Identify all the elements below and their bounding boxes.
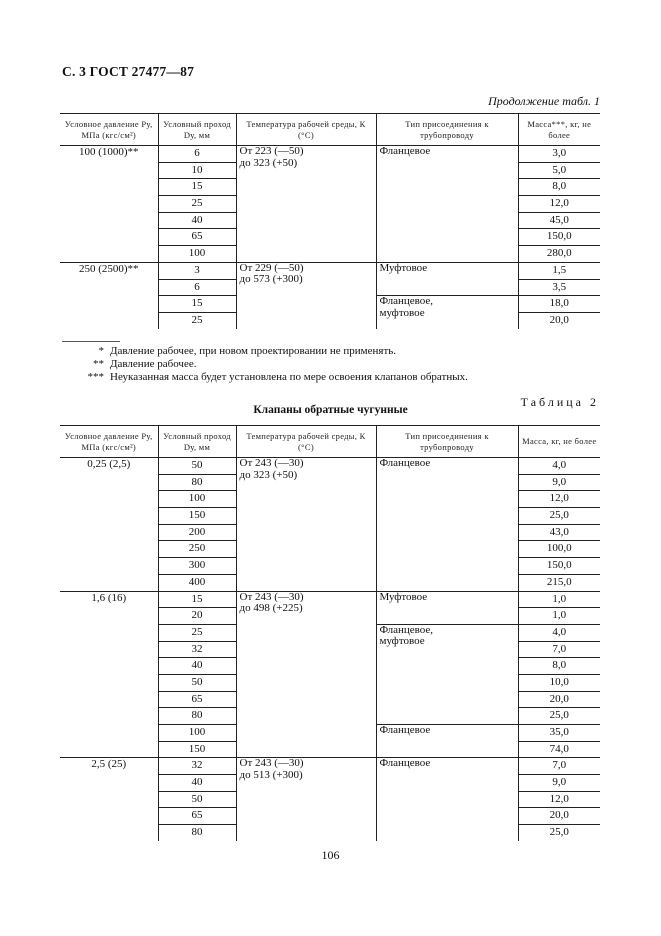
page-header: С. 3 ГОСТ 27477—87 [62, 64, 195, 79]
nominal-size-cell: 250 [158, 541, 236, 558]
mass-cell: 1,0 [518, 591, 600, 608]
col-header: Масса***, кг, не более [518, 114, 600, 146]
temperature-cell [236, 758, 376, 841]
table-2-number: Таблица 2 [520, 395, 599, 409]
mass-cell: 35,0 [518, 725, 600, 742]
temperature-line: до 323 (+50) [239, 156, 298, 169]
temperature-line: до 498 (+225) [239, 602, 303, 614]
nominal-size-cell: 40 [158, 658, 236, 675]
nominal-size-cell: 80 [158, 474, 236, 491]
nominal-size-cell: 15 [158, 591, 236, 608]
nominal-size-cell: 40 [158, 212, 236, 229]
connection-type-cell [376, 758, 518, 841]
mass-cell: 8,0 [518, 658, 600, 675]
nominal-size-cell: 32 [158, 758, 236, 775]
mass-cell: 18,0 [518, 296, 600, 313]
mass-cell: 45,0 [518, 212, 600, 229]
nominal-size-cell: 200 [158, 524, 236, 541]
table-1 [60, 113, 600, 329]
nominal-size-cell: 15 [158, 296, 236, 313]
mass-cell: 280,0 [518, 246, 600, 263]
mass-cell: 20,0 [518, 312, 600, 329]
nominal-size-cell: 3 [158, 262, 236, 279]
footnote-divider [62, 341, 120, 342]
nominal-size-cell: 50 [158, 791, 236, 808]
temperature-line: От 243 (—30) [239, 757, 304, 770]
col-header: Условный проход Dу, мм [158, 426, 236, 458]
connection-type-line: Фланцевое [379, 145, 431, 157]
connection-type-cell [376, 146, 518, 263]
col-header: Условное давление Pу, МПа (кгс/см²) [60, 114, 158, 146]
nominal-size-cell: 100 [158, 725, 236, 742]
mass-cell: 12,0 [518, 491, 600, 508]
mass-cell: 43,0 [518, 524, 600, 541]
table-2 [60, 425, 600, 841]
footnote [62, 371, 622, 383]
nominal-size-cell: 400 [158, 574, 236, 591]
mass-cell: 7,0 [518, 758, 600, 775]
connection-type-cell [376, 458, 518, 592]
nominal-size-cell: 100 [158, 246, 236, 263]
mass-cell: 12,0 [518, 196, 600, 213]
footnote-mark: * [98, 345, 104, 357]
nominal-size-cell: 50 [158, 458, 236, 475]
nominal-size-cell: 65 [158, 808, 236, 825]
continuation-label: Продолжение табл. 1 [488, 94, 600, 108]
temperature-line: до 513 (+300) [239, 768, 303, 781]
connection-type-line: Фланцевое, [379, 623, 434, 636]
mass-cell: 3,5 [518, 279, 600, 296]
col-header: Условное давление Pу, МПа (кгс/см²) [60, 426, 158, 458]
pressure-cell: 0,25 (2,5) [87, 458, 131, 470]
mass-cell: 25,0 [518, 508, 600, 525]
mass-cell: 150,0 [518, 229, 600, 246]
nominal-size-cell: 25 [158, 312, 236, 329]
nominal-size-cell: 40 [158, 775, 236, 792]
mass-cell: 1,5 [518, 262, 600, 279]
temperature-line: От 229 (—50) [239, 261, 304, 274]
mass-cell: 20,0 [518, 691, 600, 708]
temperature-cell [236, 458, 376, 592]
nominal-size-cell: 32 [158, 641, 236, 658]
col-header: Условный проход Dу, мм [158, 114, 236, 146]
temperature-cell [236, 262, 376, 329]
nominal-size-cell: 6 [158, 146, 236, 163]
nominal-size-cell: 150 [158, 508, 236, 525]
mass-cell: 215,0 [518, 574, 600, 591]
connection-type-line: Фланцевое [379, 757, 431, 770]
nominal-size-cell: 25 [158, 196, 236, 213]
mass-cell: 4,0 [518, 624, 600, 641]
footnote [62, 345, 622, 357]
connection-type-line: муфтовое [379, 306, 425, 319]
footnote [62, 358, 622, 370]
connection-type-line: Фланцевое, [379, 295, 434, 308]
connection-type-cell [376, 296, 518, 329]
mass-cell: 25,0 [518, 708, 600, 725]
mass-cell: 12,0 [518, 791, 600, 808]
nominal-size-cell: 50 [158, 674, 236, 691]
col-header: Тип присоединения к трубопроводу [376, 114, 518, 146]
nominal-size-cell: 150 [158, 741, 236, 758]
mass-cell: 9,0 [518, 474, 600, 491]
nominal-size-cell: 6 [158, 279, 236, 296]
temperature-line: до 573 (+300) [239, 273, 303, 286]
pressure-cell: 250 (2500)** [60, 262, 158, 329]
table-row [60, 262, 600, 279]
table-row [60, 458, 600, 475]
table-header-row [60, 114, 600, 146]
footnote-text: Неуказанная масса будет установлена по мере освоения клапанов обратных. [110, 371, 468, 383]
connection-type-line: Фланцевое [379, 724, 431, 736]
nominal-size-cell: 20 [158, 608, 236, 625]
connection-type-cell [376, 624, 518, 724]
mass-cell: 9,0 [518, 775, 600, 792]
connection-type-line: Муфтовое [379, 590, 428, 603]
footnote-mark: ** [93, 358, 104, 370]
nominal-size-cell: 80 [158, 825, 236, 842]
table-header-row [60, 426, 600, 458]
pressure-cell: 1,6 (16) [60, 591, 158, 758]
mass-cell: 10,0 [518, 674, 600, 691]
mass-cell: 4,0 [518, 458, 600, 475]
mass-cell: 100,0 [518, 541, 600, 558]
temperature-line: От 243 (—30) [239, 590, 304, 603]
mass-cell: 8,0 [518, 179, 600, 196]
table-row [60, 146, 600, 163]
col-header: Температура рабочей среды, К (°С) [236, 114, 376, 146]
mass-cell: 7,0 [518, 641, 600, 658]
col-header: Масса, кг, не более [518, 426, 600, 458]
temperature-cell [236, 591, 376, 758]
mass-cell: 3,0 [518, 146, 600, 163]
connection-type-line: Муфтовое [379, 261, 428, 274]
col-header: Температура рабочей среды, К (°С) [236, 426, 376, 458]
nominal-size-cell: 65 [158, 229, 236, 246]
footnote-text: Давление рабочее, при новом проектировании не применять. [110, 345, 397, 357]
pressure-cell: 2,5 (25) [60, 758, 158, 841]
pressure-cell: 100 (1000)** [78, 146, 139, 158]
footnote-text: Давление рабочее. [110, 358, 197, 370]
table-row [60, 758, 600, 775]
nominal-size-cell: 15 [158, 179, 236, 196]
table-row [60, 591, 600, 608]
nominal-size-cell: 25 [158, 624, 236, 641]
nominal-size-cell: 100 [158, 491, 236, 508]
nominal-size-cell: 80 [158, 708, 236, 725]
connection-type-cell [376, 591, 518, 624]
mass-cell: 1,0 [518, 608, 600, 625]
mass-cell: 74,0 [518, 741, 600, 758]
footnote-mark: *** [87, 371, 104, 383]
nominal-size-cell: 300 [158, 558, 236, 575]
temperature-line: до 323 (+50) [239, 468, 298, 481]
mass-cell: 20,0 [518, 808, 600, 825]
connection-type-cell [376, 725, 518, 758]
connection-type-line: Фланцевое [379, 457, 431, 469]
connection-type-line: муфтовое [379, 635, 425, 648]
mass-cell: 150,0 [518, 558, 600, 575]
temperature-line: От 243 (—30) [239, 457, 304, 469]
col-header: Тип присоединения к трубопроводу [376, 426, 518, 458]
mass-cell: 5,0 [518, 162, 600, 179]
page-number: 106 [321, 848, 340, 862]
nominal-size-cell: 65 [158, 691, 236, 708]
mass-cell: 25,0 [518, 825, 600, 842]
temperature-line: От 223 (—50) [239, 145, 304, 157]
nominal-size-cell: 10 [158, 162, 236, 179]
table-2-title: Клапаны обратные чугунные [253, 404, 408, 416]
temperature-cell [236, 146, 376, 263]
connection-type-cell [376, 262, 518, 295]
